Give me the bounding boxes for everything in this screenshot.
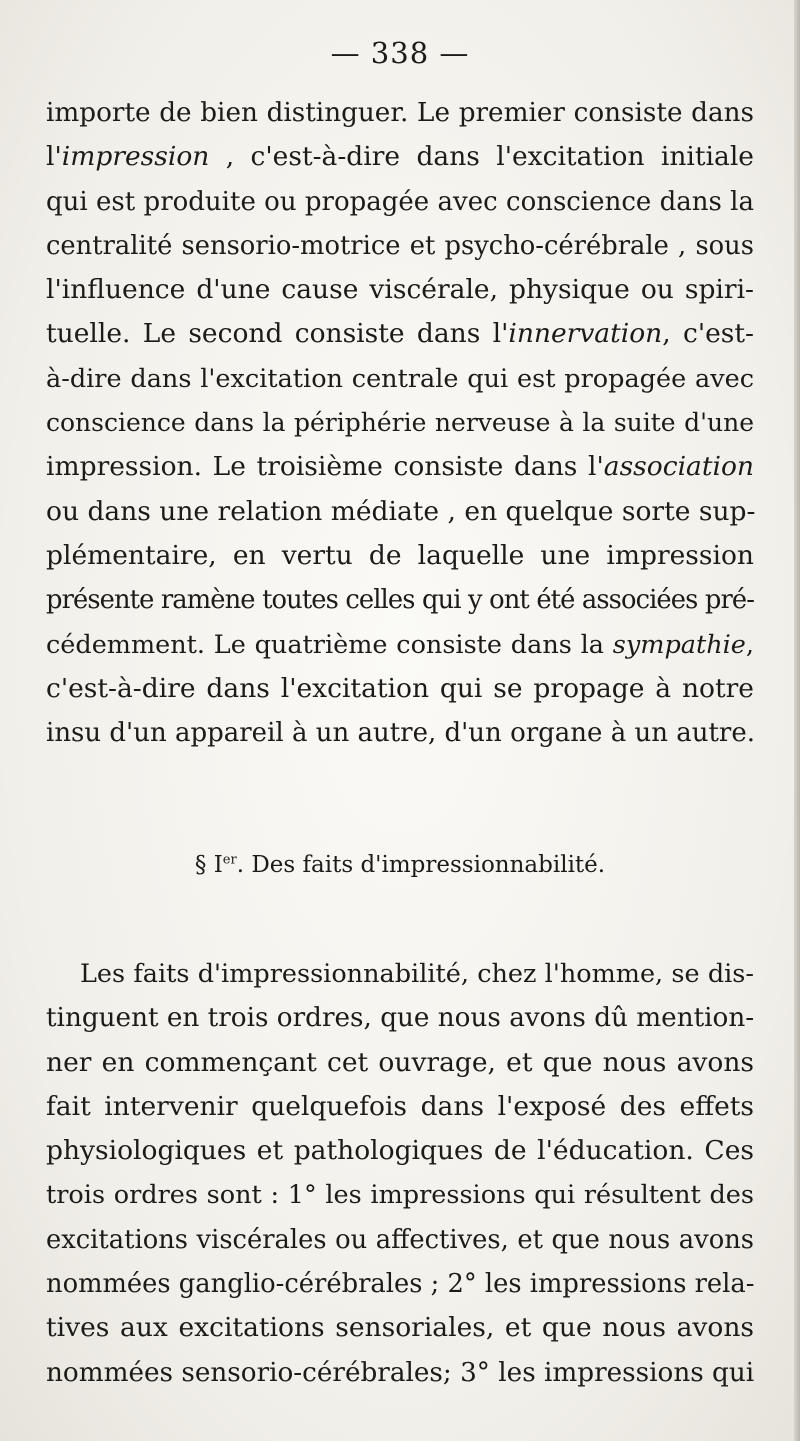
- text-line: ner en commençant cet ouvrage, et que nous avons: [46, 1046, 754, 1078]
- page-edge-shadow: [794, 0, 800, 1441]
- text-line: fait intervenir quelquefois dans l'exposé des effets: [46, 1090, 754, 1122]
- text-line: excitations viscérales ou affectives, et que nous avons: [46, 1224, 754, 1255]
- text-line: importe de bien distinguer. Le premier consiste dans: [46, 98, 754, 128]
- text-line: tives aux excitations sensoriales, et que nous avons: [46, 1312, 754, 1344]
- text-line: l'influence d'une cause viscérale, physique ou spiri-: [46, 274, 754, 306]
- page-number: — 338 —: [330, 36, 470, 70]
- text-line: l'impression , c'est-à-dire dans l'excitation initiale: [46, 141, 754, 173]
- text-line: conscience dans la périphérie nerveuse à la suite d'une: [46, 408, 754, 438]
- section-superscript: er: [222, 852, 237, 868]
- paragraph-2: [46, 952, 754, 1395]
- text-line: qui est produite ou propagée avec conscience dans la: [46, 186, 754, 217]
- paragraph-1: [46, 91, 754, 755]
- emphasis-sympathie: sympathie: [612, 629, 746, 660]
- text-line: plémentaire, en vertu de laquelle une impression: [46, 539, 754, 571]
- text-line: insu d'un appareil à un autre, d'un organe à un autre.: [46, 718, 755, 749]
- text-line: à-dire dans l'excitation centrale qui est propagée avec: [46, 363, 754, 394]
- emphasis-impression: impression: [61, 141, 210, 173]
- text-line: c'est-à-dire dans l'excitation qui se propage à notre: [46, 672, 754, 704]
- emphasis-association: association: [603, 451, 754, 483]
- text-line: cédemment. Le quatrième consiste dans la sympathie,: [46, 629, 754, 660]
- text-line: nommées ganglio-cérébrales ; 2° les impressions rela-: [46, 1269, 755, 1300]
- text-line: Les faits d'impressionnabilité, chez l'homme, se dis-: [80, 959, 754, 989]
- text-line: tuelle. Le second consiste dans l'innervation, c'est-: [46, 318, 754, 350]
- text-line: présente ramène toutes celles qui y ont été associées pré-: [46, 585, 754, 616]
- text-line: nommées sensorio-cérébrales; 3° les impressions qui: [46, 1357, 755, 1388]
- text-line: centralité sensorio-motrice et psycho-cérébrale , sous: [46, 230, 754, 261]
- emphasis-innervation: innervation: [508, 318, 663, 350]
- text-line: ou dans une relation médiate , en quelque sorte sup-: [46, 495, 756, 527]
- text-line: physiologiques et pathologiques de l'éducation. Ces: [46, 1135, 754, 1167]
- text-line: impression. Le troisième consiste dans l'association: [46, 451, 754, 483]
- text-line: tinguent en trois ordres, que nous avons dû mention-: [46, 1003, 755, 1034]
- text-line: trois ordres sont : 1° les impressions qui résultent des: [46, 1180, 754, 1211]
- section-heading: § Ier. Des faits d'impressionnabilité.: [194, 852, 606, 878]
